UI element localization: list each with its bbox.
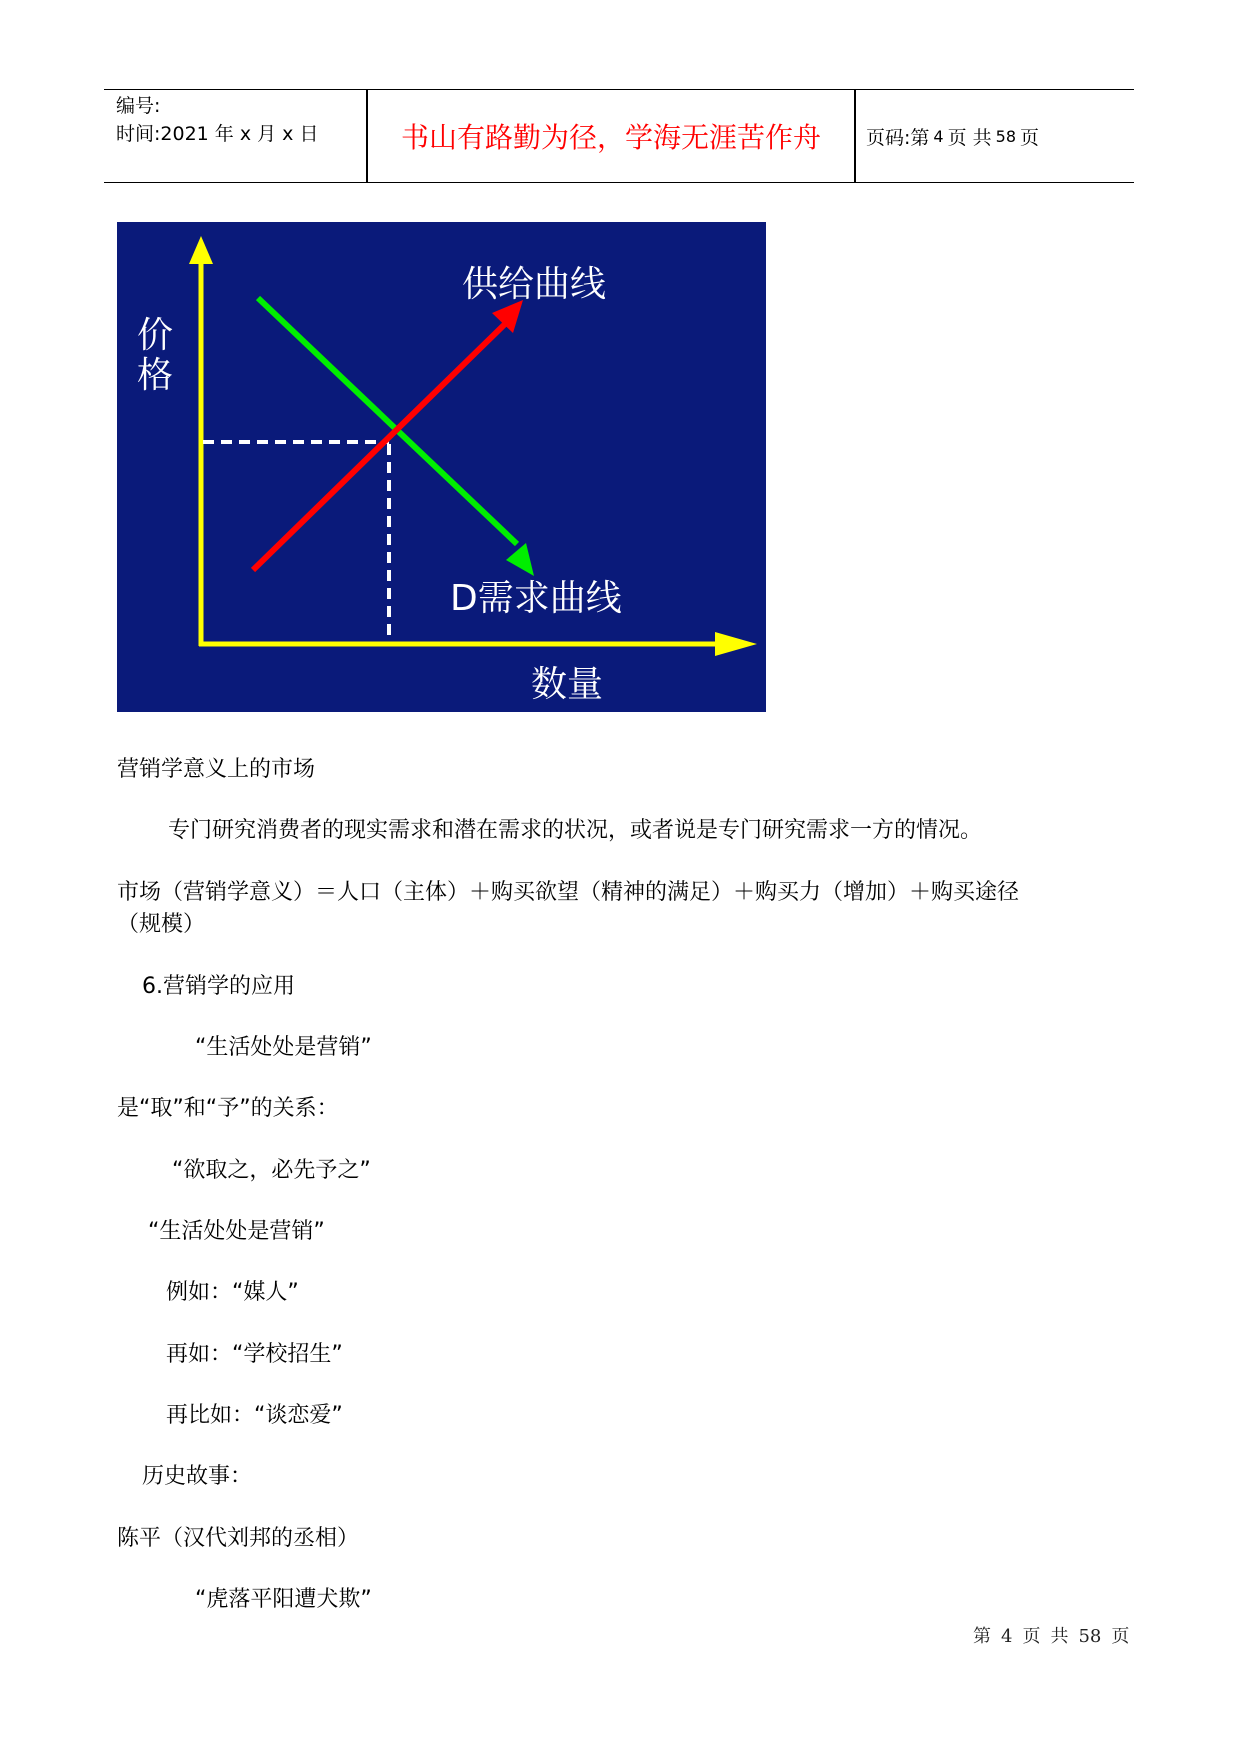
time-label: 时间:2021 年 x 月 x 日 bbox=[116, 123, 319, 145]
paragraph-formula-line1: 市场（营销学意义）＝人口（主体）＋购买欲望（精神的满足）＋购买力（增加）＋购买途径 bbox=[117, 880, 1020, 905]
paragraph-chen-ping: 陈平（汉代刘邦的丞相） bbox=[117, 1526, 360, 1551]
header-meta bbox=[116, 92, 356, 148]
y-axis-label-1: 价 bbox=[137, 315, 174, 356]
figure-background bbox=[117, 222, 766, 712]
page-current: 4 bbox=[933, 126, 944, 146]
demand-label: D需求曲线 bbox=[450, 578, 622, 619]
page-prefix: 页码:第 bbox=[866, 126, 930, 149]
footer-suffix: 页 bbox=[1111, 1626, 1130, 1647]
quote-tiger-proverb: “虎落平阳遭犬欺” bbox=[195, 1587, 372, 1612]
section-heading-application: 6.营销学的应用 bbox=[142, 974, 295, 999]
page-total: 58 bbox=[995, 126, 1016, 146]
footer-prefix: 第 bbox=[973, 1626, 991, 1647]
paragraph-take-give: 是“取”和“予”的关系： bbox=[117, 1096, 339, 1121]
supply-demand-figure bbox=[117, 222, 766, 712]
header-divider bbox=[854, 90, 856, 182]
supply-demand-diagram bbox=[117, 222, 766, 712]
page-header bbox=[104, 89, 1134, 183]
quote-marketing-everywhere: “生活处处是营销” bbox=[195, 1035, 372, 1060]
heading-marketing-market: 营销学意义上的市场 bbox=[117, 757, 316, 782]
paragraph-formula-line2: （规模） bbox=[117, 912, 206, 937]
heading-history-story: 历史故事： bbox=[142, 1464, 253, 1489]
paragraph-definition: 专门研究消费者的现实需求和潜在需求的状况，或者说是专门研究需求一方的情况。 bbox=[168, 818, 983, 843]
header-motto: 书山有路勤为径，学海无涯苦作舟 bbox=[400, 121, 821, 154]
footer-current: 4 bbox=[1001, 1626, 1013, 1647]
quote-marketing-everywhere-2: “生活处处是营销” bbox=[148, 1219, 325, 1244]
page-mid: 页 共 bbox=[947, 126, 992, 149]
supply-label: 供给曲线 bbox=[462, 264, 607, 305]
example-admissions: 再如：“学校招生” bbox=[166, 1342, 343, 1367]
page-suffix: 页 bbox=[1020, 126, 1040, 149]
footer-mid2: 共 bbox=[1050, 1626, 1069, 1647]
footer-mid1: 页 bbox=[1022, 1626, 1041, 1647]
serial-label: 编号: bbox=[116, 95, 161, 117]
page-footer bbox=[968, 1622, 1134, 1648]
quote-give-first: “欲取之，必先予之” bbox=[172, 1158, 371, 1183]
header-page-number bbox=[866, 90, 1039, 182]
footer-total: 58 bbox=[1078, 1626, 1102, 1647]
y-axis-label-2: 格 bbox=[137, 355, 174, 396]
example-matchmaker: 例如：“媒人” bbox=[166, 1280, 299, 1305]
example-dating: 再比如：“谈恋爱” bbox=[166, 1403, 343, 1428]
x-axis-label: 数量 bbox=[531, 664, 604, 705]
